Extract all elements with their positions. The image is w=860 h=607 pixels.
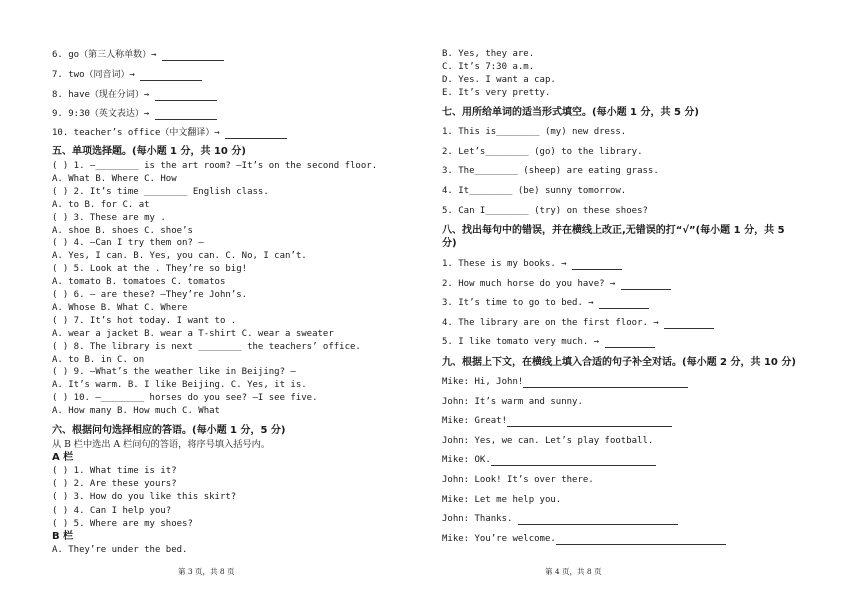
section-8-title-cont-text: 分) <box>442 238 457 249</box>
option-line <box>52 328 334 340</box>
section-8-title-text: 八、找出每句中的错误，并在横线上改正,无错误的打“√”(每小题 1 分，共 5 <box>442 225 785 236</box>
option-line-text: A. tomato B. tomatoes C. tomatos <box>52 277 226 288</box>
answer-blank[interactable] <box>162 51 224 61</box>
option-line-text: A. Yes, I can. B. Yes, you can. C. No, I can’t. <box>52 251 307 262</box>
match-question-line-text: ( ) 3. How do you like this skirt? <box>52 492 237 503</box>
match-question-line <box>52 478 177 490</box>
word-conversion-item-text: 6. go（第三人称单数）→ <box>52 50 162 60</box>
question-line-text: ( ) 1. —________ is the art room? —It’s on the second floor. <box>52 161 378 171</box>
fill-in-line <box>442 126 626 138</box>
option-line-text: A. to B. in C. on <box>52 354 145 365</box>
section-8-title <box>442 225 785 237</box>
option-line-text: A. wear a jacket B. wear a T-shirt C. wear a sweater <box>52 328 334 339</box>
match-answer-line <box>442 74 556 86</box>
answer-blank[interactable] <box>491 456 656 466</box>
option-line-text: A. How many B. How much C. What <box>52 406 220 417</box>
question-line <box>52 392 318 404</box>
match-answer-line <box>52 544 187 556</box>
question-line <box>52 212 166 224</box>
question-line <box>52 341 361 353</box>
option-line <box>52 225 193 237</box>
word-conversion-item-text: 8. have（现在分词）→ <box>52 90 155 100</box>
question-line <box>52 315 236 327</box>
error-correction-item <box>442 258 622 270</box>
section-5-title-text: 五、单项选择题。(每小题 1 分，共 10 分) <box>52 146 246 157</box>
question-line-text: ( ) 7. It’s hot today. I want to . <box>52 315 237 326</box>
section-6-title-text: 六、根据问句选择相应的答语。(每小题 1 分，5 分) <box>52 425 286 436</box>
answer-blank[interactable] <box>155 91 217 101</box>
answer-blank[interactable] <box>621 280 671 290</box>
error-correction-item <box>442 336 655 348</box>
match-question-line <box>52 465 177 477</box>
fill-in-line <box>442 185 626 197</box>
section-5-title <box>52 146 246 158</box>
question-line <box>52 289 247 301</box>
fill-in-line-text: 5. Can I________ (try) on these shoes? <box>442 205 648 216</box>
answer-blank[interactable] <box>140 71 202 81</box>
option-line-text: A. What B. Where C. How <box>52 173 177 184</box>
answer-blank[interactable] <box>572 260 622 270</box>
page-footer-left-text: 第 3 页，共 8 页 <box>178 567 235 576</box>
fill-in-line-text: 4. It________ (be) sunny tomorrow. <box>442 186 627 197</box>
question-line-text: ( ) 5. Look at the . They’re so big! <box>52 264 248 275</box>
section-9-title <box>442 357 796 369</box>
error-correction-item-text: 3. It’s time to go to bed. → <box>442 298 600 309</box>
match-question-line-text: ( ) 2. Are these yours? <box>52 479 177 490</box>
error-correction-item <box>442 297 649 309</box>
word-conversion-item-text: 9. 9:30（英文表达）→ <box>52 109 155 119</box>
question-line-text: ( ) 2. It’s time ________ English class. <box>52 186 269 197</box>
column-b-label <box>52 531 73 543</box>
option-line <box>52 276 225 288</box>
question-line <box>52 186 269 198</box>
error-correction-item-text: 5. I like tomato very much. → <box>442 337 605 348</box>
match-answer-line <box>442 87 550 99</box>
word-conversion-item-text: 7. two（同音词）→ <box>52 70 141 80</box>
dialog-line-text: John: It’s warm and sunny. <box>442 396 583 407</box>
fill-in-line <box>442 165 659 177</box>
fill-in-line <box>442 146 642 158</box>
option-line <box>52 302 187 314</box>
answer-blank[interactable] <box>507 417 672 427</box>
word-conversion-item <box>52 69 202 81</box>
dialog-line-text: Mike: Let me help you. <box>442 494 562 505</box>
section-7-title-text: 七、用所给单词的适当形式填空。(每小题 1 分，共 5 分) <box>442 107 699 118</box>
section-6-instructions-text: 从 B 栏中选出 A 栏问句的答语，将序号填入括号内。 <box>52 439 271 450</box>
fill-in-line-text: 3. The________ (sheep) are eating grass. <box>442 166 659 177</box>
page-footer-right-text: 第 4 页，共 8 页 <box>545 567 602 576</box>
page-footer-right <box>545 566 602 578</box>
option-line <box>52 379 307 391</box>
match-question-line <box>52 491 236 503</box>
answer-blank[interactable] <box>664 319 714 329</box>
column-b-label-text: B 栏 <box>52 531 74 542</box>
fill-in-line-text: 1. This is________ (my) new dress. <box>442 127 627 137</box>
question-line-text: ( ) 8. The library is next ________ the teachers’ office. <box>52 341 361 352</box>
word-conversion-item-text: 10. teacher’s office（中文翻译）→ <box>52 128 226 138</box>
answer-blank[interactable] <box>556 535 726 545</box>
match-question-line-text: ( ) 1. What time is it? <box>52 466 177 476</box>
question-line <box>52 160 377 172</box>
word-conversion-item <box>52 89 217 101</box>
section-8-title-cont <box>442 238 457 250</box>
dialog-line-text: John: Look! It’s over there. <box>442 475 594 485</box>
column-a-label-text: A 栏 <box>52 452 74 463</box>
page-footer-left <box>178 566 235 578</box>
question-line <box>52 237 204 249</box>
match-answer-line-text: A. They’re under the bed. <box>52 545 188 555</box>
option-line-text: A. Whose B. What C. Where <box>52 302 188 313</box>
fill-in-line-text: 2. Let’s________ (go) to the library. <box>442 146 643 157</box>
match-answer-line-text: B. Yes, they are. <box>442 49 535 59</box>
dialog-line <box>442 415 672 427</box>
question-line-text: ( ) 9. —What’s the weather like in Beijing? — <box>52 367 296 378</box>
dialog-line <box>442 396 583 408</box>
match-question-line <box>52 518 193 530</box>
match-question-line-text: ( ) 4. Can I help you? <box>52 505 172 516</box>
dialog-line <box>442 513 678 525</box>
section-6-instructions <box>52 439 270 451</box>
dialog-line <box>442 435 653 447</box>
answer-blank[interactable] <box>225 129 287 139</box>
option-line-text: A. It’s warm. B. I like Beijing. C. Yes, it is. <box>52 380 307 391</box>
error-correction-item-text: 1. These is my books. → <box>442 259 573 269</box>
dialog-line-text: John: Yes, we can. Let’s play football. <box>442 435 654 446</box>
answer-blank[interactable] <box>605 338 655 348</box>
match-answer-line <box>442 61 534 73</box>
error-correction-item-text: 4. The library are on the first floor. → <box>442 317 665 328</box>
match-answer-line-text: E. It’s very pretty. <box>442 88 551 98</box>
error-correction-item <box>442 317 714 329</box>
match-answer-line-text: D. Yes. I want a cap. <box>442 75 556 85</box>
section-7-title <box>442 107 699 119</box>
error-correction-item <box>442 278 671 290</box>
dialog-line-text: John: Thanks. <box>442 514 518 525</box>
option-line <box>52 199 150 211</box>
match-answer-line-text: C. It’s 7:30 a.m. <box>442 62 535 72</box>
question-line-text: ( ) 3. These are my . <box>52 212 166 223</box>
match-answer-line <box>442 48 534 60</box>
answer-blank[interactable] <box>518 515 678 525</box>
answer-blank[interactable] <box>155 110 217 120</box>
option-line-text: A. to B. for C. at <box>52 199 150 210</box>
dialog-line <box>442 474 594 486</box>
option-line <box>52 173 177 185</box>
dialog-line-text: Mike: Great! <box>442 416 508 427</box>
fill-in-line <box>442 205 648 217</box>
answer-blank[interactable] <box>599 299 649 309</box>
question-line-text: ( ) 4. —Can I try them on? — <box>52 238 204 249</box>
dialog-line-text: Mike: Hi, John! <box>442 377 524 387</box>
question-line-text: ( ) 6. — are these? —They’re John’s. <box>52 290 248 300</box>
error-correction-item-text: 2. How much horse do you have? → <box>442 278 621 289</box>
word-conversion-item <box>52 49 224 61</box>
question-line <box>52 366 296 378</box>
section-6-title <box>52 425 286 437</box>
option-line-text: A. shoe B. shoes C. shoe’s <box>52 225 193 236</box>
word-conversion-item <box>52 108 217 120</box>
column-a-label <box>52 452 73 464</box>
match-question-line <box>52 505 171 517</box>
option-line <box>52 250 307 262</box>
dialog-line <box>442 454 656 466</box>
dialog-line <box>442 376 688 388</box>
answer-blank[interactable] <box>523 378 688 388</box>
option-line <box>52 405 220 417</box>
dialog-line <box>442 533 726 545</box>
match-question-line-text: ( ) 5. Where are my shoes? <box>52 518 193 529</box>
option-line <box>52 354 144 366</box>
question-line <box>52 263 247 275</box>
dialog-line-text: Mike: You’re welcome. <box>442 533 556 544</box>
dialog-line <box>442 494 561 506</box>
section-9-title-text: 九、根据上下文，在横线上填入合适的句子补全对话。(每小题 2 分，共 10 分) <box>442 357 796 368</box>
dialog-line-text: Mike: OK. <box>442 455 491 466</box>
question-line-text: ( ) 10. —________ horses do you see? —I see five. <box>52 393 318 404</box>
word-conversion-item <box>52 127 287 139</box>
